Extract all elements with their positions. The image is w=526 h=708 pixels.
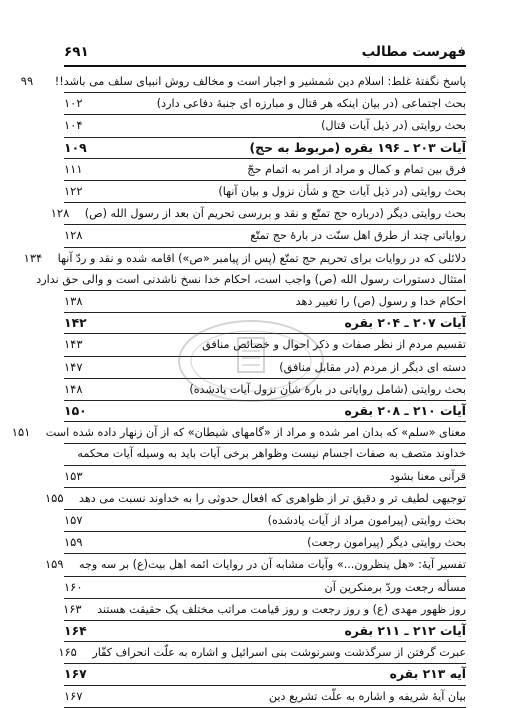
toc-entry-title: بحث روایتی دیگر (پیرامون رجعت) [307, 536, 466, 550]
toc-entry-page: ۱۵۱ [11, 425, 31, 440]
toc-entry [58, 642, 466, 663]
toc-entry-title: عبرت گرفتن از سرگذشت وسرنوشت بنی اسرائیل و اشاره به علّت انحراف کفّار [92, 646, 466, 660]
toc-entry-page: ۱۵۵ [44, 490, 64, 505]
toc-entry-page: ۱۰۲ [64, 96, 83, 111]
toc-entry-page: ۱۶۷ [64, 666, 87, 682]
toc-entry-page: ۱۱۱ [64, 161, 83, 176]
toc-entry-page: ۱۲۸ [50, 206, 70, 221]
toc-entry-title: توجیهی لطیف تر و دقیق تر از ظواهری که افعال حدوثی را به خداوند نسبت می دهد [78, 491, 466, 505]
toc-entry-title: آیات ۲۰۷ ـ ۲۰۴ بقره [344, 315, 466, 331]
toc-entry [64, 532, 466, 553]
toc-entry [50, 203, 466, 224]
toc-entry-page: ۱۵۹ [44, 557, 64, 572]
toc-entry-title: احکام خدا و رسول (ص) را تغییر دهد [295, 295, 466, 309]
toc-entry [23, 248, 466, 269]
toc-entry-title: روز ظهور مهدی (ع) و روز رجعت و روز قیامت مراتب مختلف یک حقیقت هستند [97, 602, 466, 616]
toc-entry-page: ۱۵۹ [64, 535, 83, 550]
toc-entry [64, 225, 466, 246]
toc-entry-title: پاسخ نگفتهٔ غلط: اسلام دین شمشیر و اجبار است و مخالف روش انبیای سلف می باشد!! [54, 75, 466, 88]
toc-entry [20, 71, 466, 92]
toc-entry-title: معنای «سلم» که بدان امر شده و مراد از «گامهای شیطان» که از آن زنهار داده شده است [45, 426, 466, 440]
toc-entry-page: ۱۰۹ [64, 139, 87, 155]
toc-entry-title: امتثال دستورات رسول الله (ص) واجب است، احکام خدا نسخ ناشدنی است و والی حق ندارد [36, 272, 466, 286]
toc-entry-page: ۱۶۳ [63, 601, 82, 616]
toc-entry-title: تفسیر آیهٔ: «هل ینظرون...» وآیات مشابه آن در روایات ائمه اهل بیت(ع) بر سه وجه [78, 558, 466, 572]
toc-entry [11, 422, 466, 443]
toc-entry-title: قرآنی معنا بشود [389, 469, 466, 483]
toc-entry-title: بیان آیهٔ شریفه و اشاره به علّت تشریع دین [268, 689, 466, 703]
toc-entry-title: آیات ۲۰۳ ـ ۱۹۶ بقره (مربوط به حج) [249, 139, 466, 155]
toc-entry-title: دسته ای دیگر از مردم (در مقابل منافق) [279, 360, 466, 374]
toc-entry-title: خداوند متصف به صفات اجسام نیست وظواهر برخی آیات باید به وسیله آیات محکمه [77, 447, 466, 461]
toc-entry-title: بحث روایتی (پیرامون مراد از آیات یادشده) [267, 514, 466, 528]
toc-section-heading [64, 664, 466, 684]
toc-entry-title: مسأله رجعت وردّ برمنکرین آن [324, 580, 466, 594]
header-title: فهرست مطالب [361, 44, 466, 60]
toc-section-heading [64, 621, 466, 641]
toc-entry [64, 466, 466, 487]
toc-entry-page: ۱۶۰ [64, 579, 83, 594]
toc-entry-title: بحث روایتی (در ذیل آیات قتال) [321, 119, 466, 133]
toc-entry-title: روایاتی چند از طرق اهل سنّت در بارهٔ حج تمتّع [250, 229, 466, 243]
toc-entry-page: ۱۳۸ [64, 294, 83, 309]
header-page-number: ۶۹۱ [64, 44, 89, 60]
table-of-contents [11, 71, 466, 708]
toc-entry [64, 291, 466, 312]
toc-entry [64, 159, 466, 180]
toc-entry-title: بحث روایتی دیگر (درباره حج تمتّع و نقد و بررسی تحریم آن بعد از رسول الله (ص) [84, 207, 466, 221]
toc-entry-title: بحث روایتی (شامل روایاتی در بارهٔ شأن نزول آیات یادشده) [189, 382, 466, 396]
toc-entry-page: ۱۴۳ [64, 337, 83, 352]
toc-entry-page: ۱۰۴ [64, 118, 83, 133]
toc-entry [64, 334, 466, 355]
toc-entry-title: آیات ۲۱۰ ـ ۲۰۸ بقره [344, 403, 466, 419]
toc-section-heading [64, 138, 466, 158]
toc-entry [64, 93, 466, 114]
toc-entry-page: ۱۲۲ [64, 184, 83, 199]
toc-entry-title: تقسیم مردم از نظر صفات و ذکر احوال و خصائص منافق [202, 338, 466, 352]
toc-entry-title: دلائلی که در روایات برای تحریم حج تمتّع (پس از پیامبر «ص») اقامه شده و نقد و ردّ آنها [57, 251, 466, 265]
toc-entry [36, 270, 466, 290]
toc-section-heading [64, 401, 466, 421]
page-header [64, 44, 466, 64]
toc-entry [64, 379, 466, 400]
toc-entry [64, 510, 466, 531]
toc-entry-page: ۹۹ [20, 74, 34, 88]
toc-entry-title: آیات ۲۱۲ ـ ۲۱۱ بقره [344, 623, 466, 639]
toc-entry [64, 444, 466, 464]
toc-entry-title: بحث اجتماعی (در بیان اینکه هر قتال و مبارزه ای جنبهٔ دفاعی دارد) [156, 97, 466, 111]
toc-entry-page: ۱۶۵ [58, 645, 77, 660]
toc-entry [64, 599, 466, 620]
header-rule [64, 65, 466, 67]
toc-entry-page: ۱۴۷ [64, 359, 83, 374]
toc-entry [44, 554, 466, 575]
toc-entry-page: ۱۴۲ [64, 315, 87, 331]
toc-entry [64, 686, 466, 707]
toc-section-heading [64, 313, 466, 333]
toc-entry-title: بحث روایتی (در ذیل آیات حج و شأن نزول و بیان آنها) [218, 185, 466, 199]
toc-entry-page: ۱۵۰ [64, 403, 87, 419]
toc-entry [64, 357, 466, 378]
toc-entry [44, 488, 466, 509]
toc-entry [64, 115, 466, 136]
toc-entry-page: ۱۳۴ [23, 250, 43, 265]
toc-entry-page: ۱۵۷ [64, 513, 83, 528]
toc-entry [64, 577, 466, 598]
toc-entry-page: ۱۲۸ [64, 228, 83, 243]
toc-entry-page: ۱۵۳ [64, 468, 83, 483]
toc-entry-page: ۱۶۴ [64, 623, 87, 639]
toc-entry-title: فرق بین تمام و کمال و مراد از امر به اتمام حجّ [247, 162, 466, 176]
toc-entry-title: آیه ۲۱۳ بقره [389, 666, 466, 682]
toc-entry-page: ۱۴۸ [64, 381, 83, 396]
toc-entry-page: ۱۶۷ [64, 688, 83, 703]
toc-entry [64, 181, 466, 202]
